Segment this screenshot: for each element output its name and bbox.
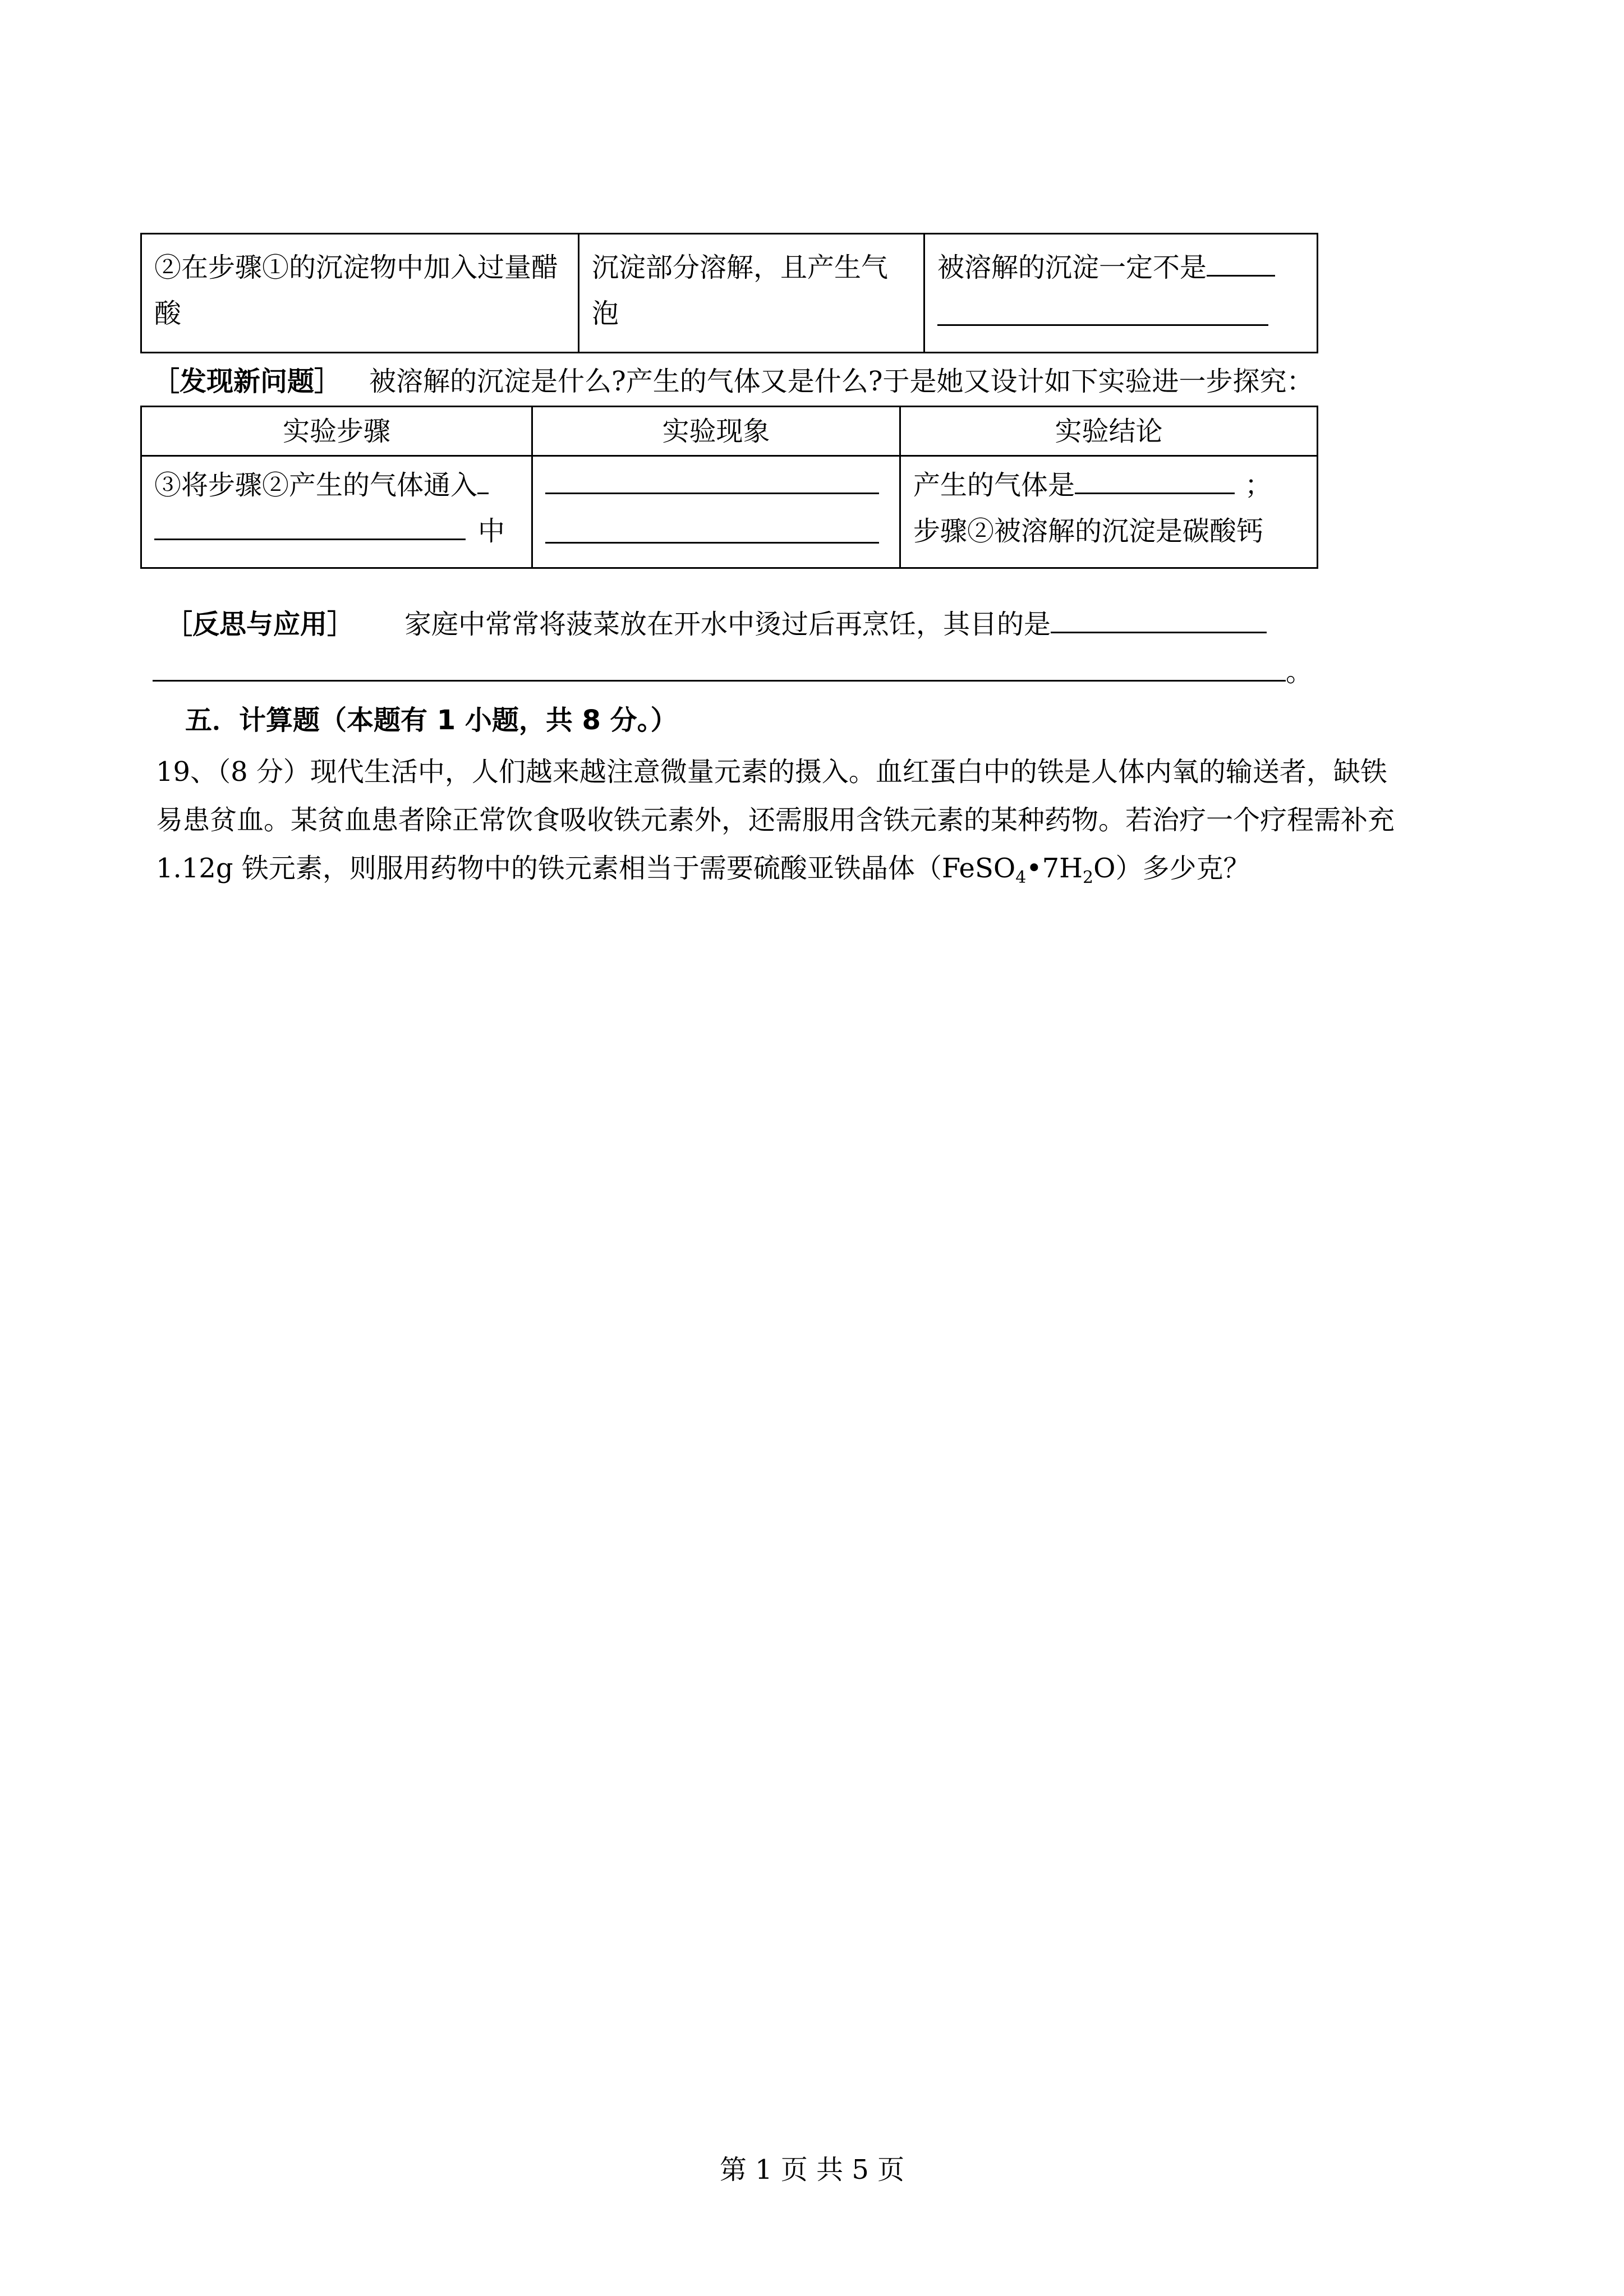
step-text: ②在步骤①的沉淀物中加入过量醋酸 (154, 252, 559, 329)
experiment-table-continued (140, 233, 1318, 353)
answer-blank (545, 463, 879, 494)
section-title: 五．计算题（本题有 1 小题，共 8 分。） (185, 705, 678, 736)
question-19-line-2: 易患贫血。某贫血患者除正常饮食吸收铁元素外，还需服用含铁元素的某种药物。若治疗一个疗程需补充 (156, 804, 1395, 836)
subscript: 4 (1015, 868, 1027, 887)
phenomenon-cell (532, 456, 900, 568)
conclusion-end: ； (1245, 470, 1272, 501)
phenomenon-cell (579, 234, 924, 353)
question-19-text: 1.12g 铁元素，则服用药物中的铁元素相当于需要硫酸亚铁晶体（FeSO (156, 853, 1016, 884)
step-cell (141, 234, 579, 353)
step-text: ③将步骤②产生的气体通入 (154, 470, 478, 501)
reflection-text: 家庭中常常将菠菜放在开水中烫过后再烹饪，其目的是 (404, 609, 1051, 640)
table-row (141, 234, 1318, 353)
answer-blank (477, 470, 489, 494)
answer-blank (545, 508, 879, 544)
answer-blank (1051, 607, 1267, 633)
table-row (141, 456, 1318, 568)
phenomenon-text: 沉淀部分溶解，且产生气泡 (592, 252, 889, 329)
header-step: 实验步骤 (141, 407, 532, 456)
new-question-line (153, 366, 1314, 398)
subscript: 2 (1083, 868, 1094, 887)
question-19-text-end: O）多少克？ (1093, 853, 1250, 884)
answer-blank (154, 509, 466, 540)
conclusion-text: 产生的气体是 (913, 470, 1075, 501)
experiment-table (140, 406, 1318, 569)
reflection-label: ［反思与应用］ (165, 609, 355, 640)
table-header-row (141, 407, 1318, 456)
page-footer: 第 1 页 共 5 页 (719, 2154, 905, 2185)
header-phenomenon: 实验现象 (532, 407, 900, 456)
formula-part: •7H (1026, 853, 1083, 884)
answer-blank (1207, 250, 1275, 277)
new-question-label: ［发现新问题］ (153, 366, 342, 397)
answer-blank (937, 291, 1268, 326)
header-conclusion: 实验结论 (900, 407, 1318, 456)
answer-blank (1075, 468, 1235, 494)
step-cell (141, 456, 532, 568)
question-19-line-3 (156, 853, 1250, 888)
conclusion-cell (900, 456, 1318, 568)
step-suffix: 中 (478, 516, 505, 547)
conclusion-cell (924, 234, 1318, 353)
answer-blank-line (153, 680, 1286, 682)
reflection-end: 。 (1286, 656, 1313, 688)
new-question-text: 被溶解的沉淀是什么?产生的气体又是什么?于是她又设计如下实验进一步探究： (369, 366, 1314, 397)
reflection-line (165, 607, 1267, 641)
question-19-line-1: 19、（8 分）现代生活中，人们越来越注意微量元素的摄入。血红蛋白中的铁是人体内氧的输送者，缺铁 (156, 756, 1387, 788)
conclusion-text-2: 步骤②被溶解的沉淀是碳酸钙 (913, 516, 1264, 547)
conclusion-text: 被溶解的沉淀一定不是 (937, 252, 1207, 283)
